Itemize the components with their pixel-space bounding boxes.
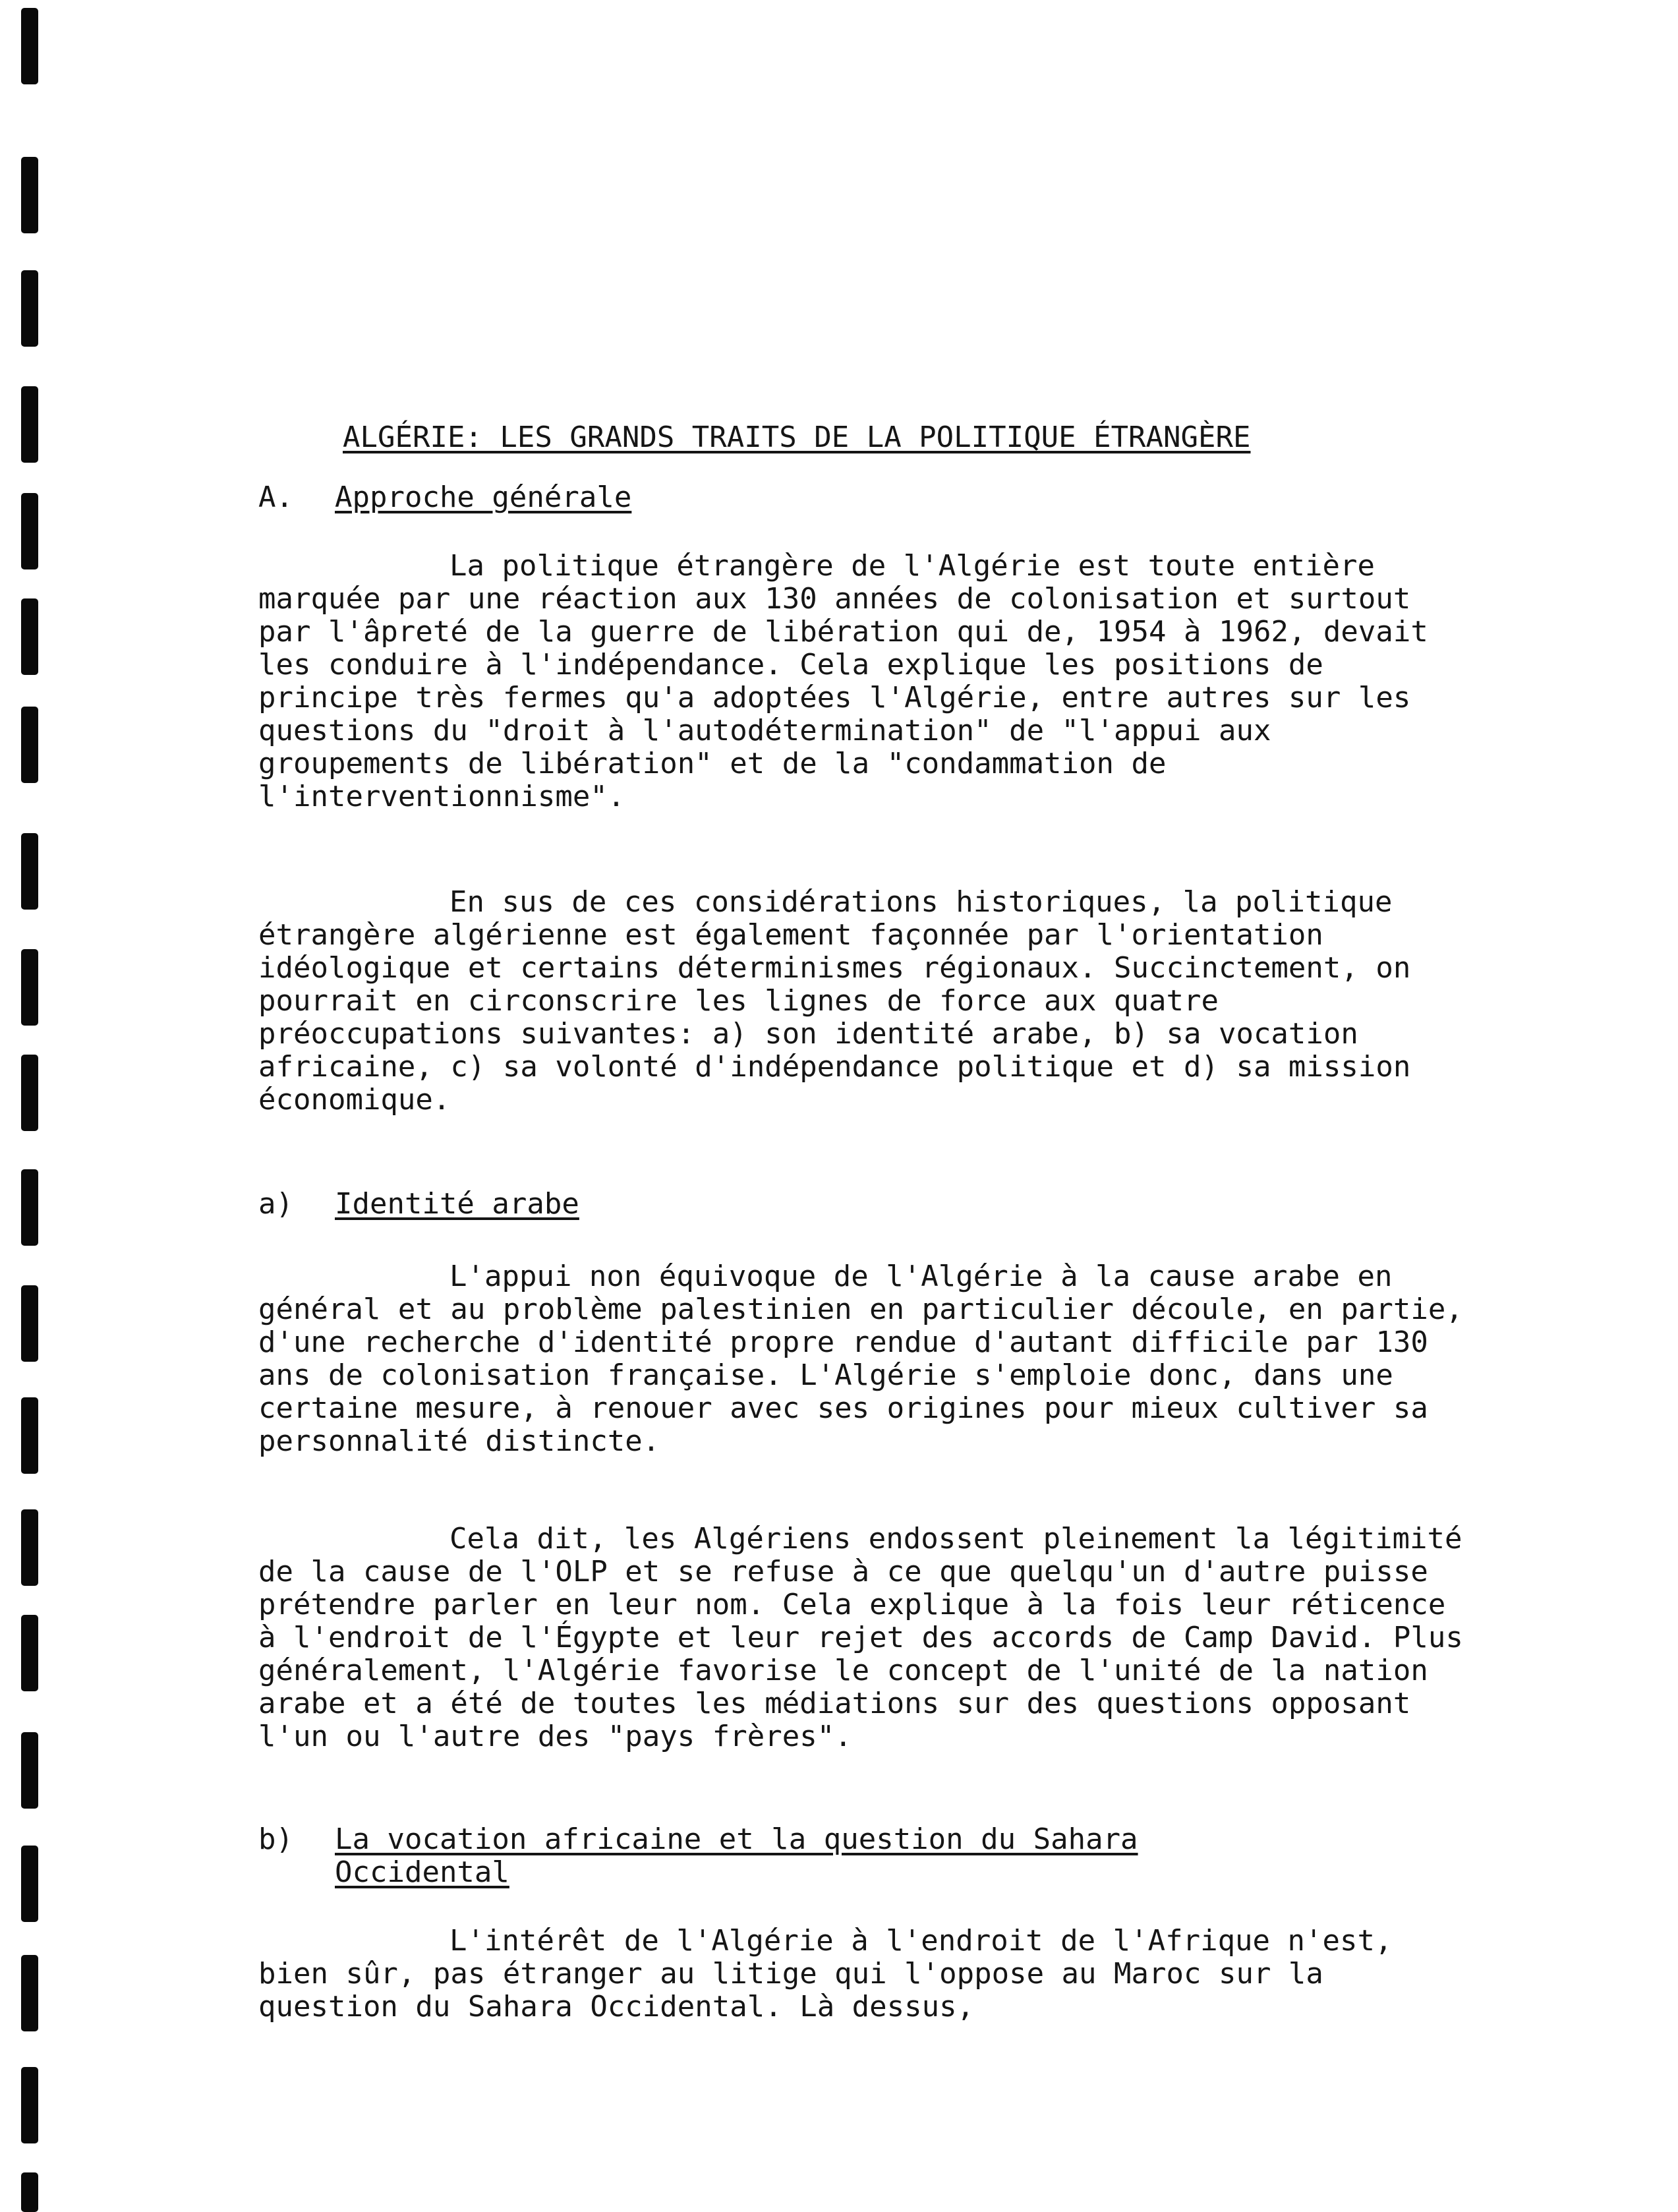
- section-marker: a): [258, 1187, 293, 1221]
- paragraph: En sus de ces considérations historiques, la politique étrangère algérienne est également façonnée par l'orientation idéologique et certains déterminismes régionaux. Succinctement, on pourrait en circonscrire les lignes de force aux quatre préoccupations suivantes: a) son identité arabe, b) sa vocation africaine, c) sa volonté d'indépendance politique et d) sa mission économique.: [258, 885, 1411, 1117]
- binder-hole: [21, 598, 38, 675]
- binder-hole: [21, 157, 38, 233]
- paragraph: Cela dit, les Algériens endossent pleinement la légitimité de la cause de l'OLP et se refuse à ce que quelqu'un d'autre puisse prétendre parler en leur nom. Cela explique à la fois leur réticence à l'endroit de l'Égypte et leur rejet des accords de Camp David. Plus généralement, l'Algérie favorise le concept de l'unité de la nation arabe et a été de toutes les médiations sur des questions opposant l'un ou l'autre des "pays frères".: [258, 1522, 1463, 1753]
- paragraph: L'appui non équivoque de l'Algérie à la cause arabe en général et au problème palestinien en particulier découle, en partie, d'une recherche d'identité propre rendue d'autant difficile par 130 ans de colonisation française. L'Algérie s'emploie donc, dans une certaine mesure, à renouer avec ses origines pour mieux cultiver sa personnalité distincte.: [258, 1260, 1463, 1458]
- binder-hole: [21, 1732, 38, 1809]
- section-heading-text: La vocation africaine et la question du Sahara Occidental: [335, 1822, 1138, 1889]
- binder-hole: [21, 1055, 38, 1131]
- section-heading: [258, 1188, 579, 1221]
- binder-hole: [21, 1285, 38, 1362]
- section-heading: [258, 1823, 1323, 1889]
- section-heading-text: Identité arabe: [335, 1187, 579, 1221]
- binder-hole: [21, 1169, 38, 1246]
- binder-hole: [21, 1397, 38, 1474]
- binder-hole: [21, 833, 38, 910]
- binder-hole: [21, 2172, 38, 2212]
- binder-hole: [21, 1846, 38, 1922]
- paragraph: La politique étrangère de l'Algérie est toute entière marquée par une réaction aux 130 années de colonisation et surtout par l'âpreté de la guerre de libération qui de, 1954 à 1962, devait les conduire à l'indépendance. Cela explique les positions de principe très fermes qu'a adoptées l'Algérie, entre autres sur les questions du "droit à l'autodétermination" de "l'appui aux groupements de libération" et de la "condammation de l'interventionnisme".: [258, 549, 1428, 813]
- binder-hole: [21, 1509, 38, 1586]
- section-heading-text: Approche générale: [335, 480, 632, 514]
- binder-hole: [21, 8, 38, 84]
- binder-hole: [21, 493, 38, 569]
- document-title: ALGÉRIE: LES GRANDS TRAITS DE LA POLITIQUE ÉTRANGÈRE: [343, 421, 1251, 454]
- section-marker: A.: [258, 480, 293, 514]
- binder-hole: [21, 1615, 38, 1691]
- binder-hole: [21, 270, 38, 347]
- binder-hole: [21, 949, 38, 1026]
- paragraph: L'intérêt de l'Algérie à l'endroit de l'Afrique n'est, bien sûr, pas étranger au litige qui l'oppose au Maroc sur la question du Sahara Occidental. Là dessus,: [258, 1924, 1393, 2023]
- section-heading: [258, 481, 631, 514]
- section-marker: b): [258, 1822, 293, 1856]
- binder-hole: [21, 707, 38, 783]
- binder-hole: [21, 386, 38, 463]
- binder-hole: [21, 2067, 38, 2143]
- binder-hole: [21, 1955, 38, 2031]
